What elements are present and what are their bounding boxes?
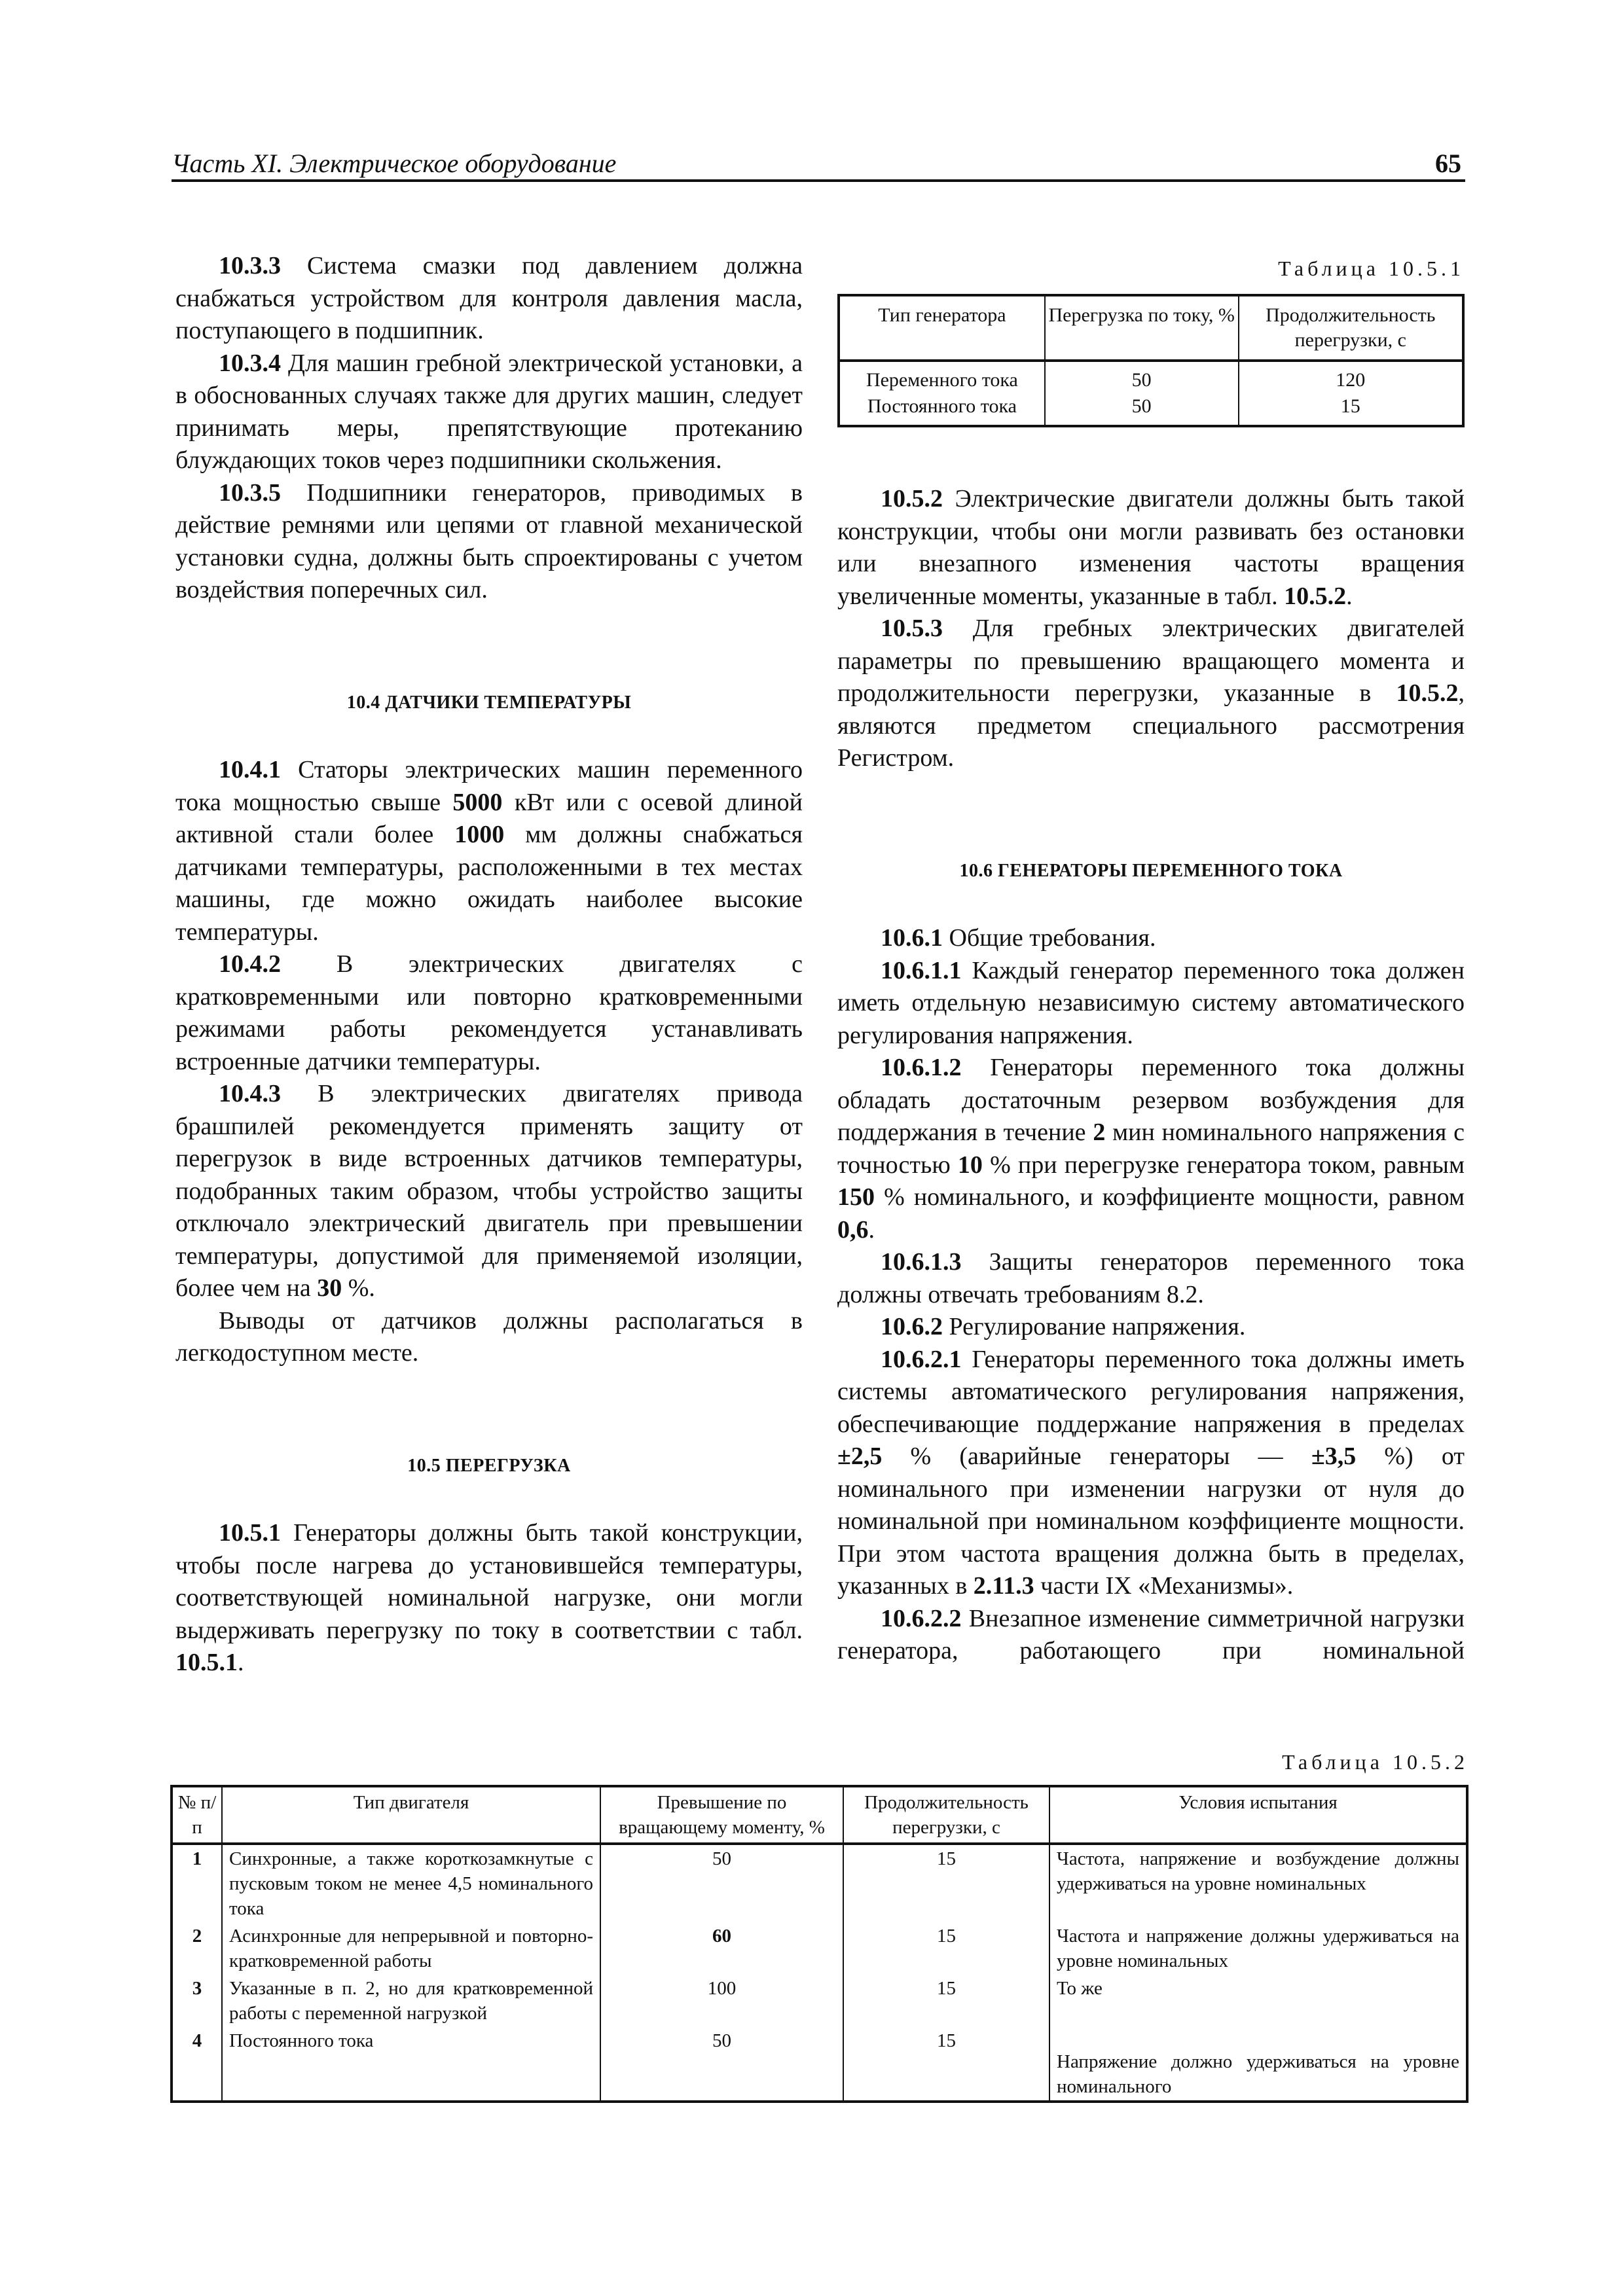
- section-number: 10.6: [959, 860, 993, 881]
- paragraph-text: Общие требования.: [943, 924, 1156, 952]
- table-row: [172, 1975, 1467, 2027]
- table-cell: Асинхронные для непрерывной и повторно-кратковременной работы: [222, 1922, 600, 1975]
- table-10-5-1-caption: Таблица 10.5.1: [1278, 257, 1465, 280]
- paragraph-text: Регулирование напряжения.: [943, 1313, 1246, 1340]
- table-cell: 3: [192, 1978, 202, 1999]
- section-title: ГЕНЕРАТОРЫ ПЕРЕМЕННОГО ТОКА: [993, 860, 1343, 881]
- paragraph-text: Каждый генератор переменного тока должен иметь отдельную независимую систему автоматического регулирования напряжения.: [837, 956, 1465, 1049]
- page-header-title: Часть XI. Электрическое оборудование: [172, 149, 617, 178]
- table-cell: Постоянного тока: [867, 395, 1017, 417]
- paragraph-10-4-2: [175, 948, 803, 1078]
- paragraph-text: Генераторы переменного тока должны иметь системы автоматического регулирования напряжения, обеспечивающие поддержание напряжения в пределах: [837, 1345, 1465, 1438]
- table-header-row: [172, 1786, 1467, 1844]
- clause-number: 10.4.1: [219, 756, 281, 783]
- table-cell: Переменного тока: [866, 369, 1018, 391]
- paragraph-10-3-3: [175, 250, 803, 348]
- clause-number: 10.5.3: [881, 615, 943, 642]
- table-cell: 50: [600, 2027, 843, 2102]
- table-cell: Указанные в п. 2, но для кратковременной работы с переменной нагрузкой: [222, 1975, 600, 2027]
- paragraph-text: В электрических двигателях привода брашпилей рекомендуется применять защиту от перегрузок в виде встроенных датчиков температуры, подобранных таким образом, чтобы устройство защиты отключало электрический двигатель при превышении температуры, допустимой для применяемой изоляции, более чем на: [175, 1080, 803, 1302]
- paragraph-text: , являются предметом специального рассмотрения Регистром.: [837, 679, 1465, 772]
- paragraph-10-6-2: [837, 1311, 1465, 1344]
- table-cell: Частота, напряжение и возбуждение должны удерживаться на уровне номинальных: [1049, 1844, 1467, 1922]
- page-number: 65: [1435, 149, 1461, 178]
- table-cell: 15: [843, 1844, 1049, 1922]
- section-number: 10.4: [346, 692, 380, 713]
- paragraph-10-5-1: [175, 1517, 803, 1679]
- table-cell: 60: [600, 1922, 843, 1975]
- paragraph-text: кВт или с осевой длиной активной стали более: [175, 788, 803, 848]
- table-cell: 15: [843, 2027, 1049, 2102]
- table-cell: 50: [600, 1844, 843, 1922]
- value-minutes: 2: [1093, 1119, 1106, 1146]
- table-cell: 50: [1045, 393, 1239, 426]
- table-cell: 120: [1239, 361, 1463, 393]
- paragraph-10-6-1-3: [837, 1246, 1465, 1311]
- paragraph-10-5-3: [837, 613, 1465, 775]
- clause-number: 10.4.2: [219, 950, 281, 978]
- paragraph-text: Генераторы должны быть такой конструкции, чтобы после нагрева до установившейся температуры, соответствующей номинальной нагрузке, они могли выдерживать перегрузку по току в соответствии с табл.: [175, 1519, 803, 1644]
- value-emergency-tolerance: ±3,5: [1311, 1443, 1357, 1470]
- clause-number: 10.6.1.1: [881, 956, 962, 984]
- section-title: ПЕРЕГРУЗКА: [441, 1455, 571, 1476]
- paragraph-10-4-1: [175, 754, 803, 948]
- clause-number: 10.6.1.2: [881, 1054, 962, 1081]
- section-heading-10-4: [175, 687, 803, 719]
- paragraph-text: .: [238, 1649, 244, 1676]
- table-cell: 4: [192, 2030, 202, 2051]
- clause-number: 10.5.1: [219, 1519, 281, 1547]
- clause-number: 10.6.2.2: [881, 1604, 962, 1632]
- paragraph-10-3-5: [175, 477, 803, 607]
- table-cell: Частота и напряжение должны удерживаться на уровне номинальных: [1049, 1922, 1467, 1975]
- header-cell: Продолжительность перегрузки, с: [843, 1786, 1049, 1844]
- table-cell: 15: [843, 1922, 1049, 1975]
- table-row: [839, 361, 1463, 393]
- paragraph-text: Генераторы переменного тока должны обладать достаточным резервом возбуждения для поддержания в течение: [837, 1054, 1465, 1146]
- clause-number: 10.6.2.1: [881, 1345, 962, 1373]
- clause-number: 10.6.2: [881, 1313, 943, 1340]
- header-cell: Тип двигателя: [222, 1786, 600, 1844]
- value-current: 150: [837, 1183, 875, 1211]
- header-cell: Тип генератора: [839, 295, 1045, 361]
- value-power-factor: 0,6: [837, 1215, 869, 1244]
- header-cell: Условия испытания: [1049, 1786, 1467, 1844]
- table-row: [172, 1844, 1467, 1922]
- table-cell: Постоянного тока: [222, 2027, 600, 2102]
- clause-reference: 2.11.3: [973, 1572, 1034, 1600]
- paragraph-text: мин номинального напряжения с точностью: [837, 1119, 1465, 1179]
- header-cell: Превышение по вращающему моменту, %: [600, 1786, 843, 1844]
- table-10-5-2: [170, 1785, 1468, 2103]
- paragraph-10-6-2-2: [837, 1603, 1465, 1668]
- paragraph-text: %) от номинального при изменении нагрузки от нуля до номинальной при номинальном коэффициенте мощности. При этом частота вращения должна быть в пределах, указанных в: [837, 1443, 1465, 1600]
- table-reference: 10.5.1: [175, 1649, 238, 1676]
- section-number: 10.5: [407, 1455, 441, 1476]
- value-percent: 30: [317, 1274, 342, 1302]
- table-cell: Синхронные, а также короткозамкнутые с пусковым током не менее 4,5 номинального тока: [222, 1844, 600, 1922]
- table-row: [172, 2027, 1467, 2102]
- page-header: [172, 148, 1465, 182]
- table-cell: 15: [843, 1975, 1049, 2027]
- paragraph-text: Подшипники генераторов, приводимых в действие ремнями или цепями от главной механической установки судна, должны быть спроектированы с учетом воздействия поперечных сил.: [175, 478, 803, 603]
- paragraph-10-6-1: [837, 922, 1465, 955]
- section-heading-10-6: [837, 855, 1465, 888]
- table-header-row: [839, 295, 1463, 361]
- clause-number: 10.3.5: [219, 478, 281, 507]
- section-heading-10-5: [175, 1450, 803, 1482]
- paragraph-10-4-3: [175, 1078, 803, 1305]
- paragraph-text: Внезапное изменение симметричной нагрузки генератора, работающего при номинальной: [837, 1604, 1465, 1664]
- table-row: [839, 393, 1463, 426]
- section-title: ДАТЧИКИ ТЕМПЕРАТУРЫ: [380, 692, 632, 713]
- paragraph-text: Защиты генераторов переменного тока должны отвечать требованиям 8.2.: [837, 1248, 1465, 1308]
- header-cell: № п/п: [172, 1786, 222, 1844]
- clause-number: 10.6.1.3: [881, 1248, 962, 1276]
- left-column: [175, 250, 803, 1679]
- table-row: [172, 1922, 1467, 1975]
- table-cell: 100: [600, 1975, 843, 2027]
- paragraph-text: % номинального, и коэффициенте мощности, равном: [875, 1183, 1465, 1211]
- clause-reference: 10.5.2: [1396, 679, 1459, 707]
- value-power: 5000: [452, 788, 503, 816]
- clause-number: 10.6.1: [881, 924, 943, 952]
- table-10-5-2-caption: Таблица 10.5.2: [1282, 1750, 1468, 1774]
- paragraph-10-6-1-1: [837, 955, 1465, 1052]
- paragraph-10-6-2-1: [837, 1344, 1465, 1603]
- paragraph-text: Статоры электрических машин переменного тока мощностью свыше: [175, 756, 803, 816]
- paragraph-text: Электрические двигатели должны быть такой конструкции, чтобы они могли развивать без остановки или внезапного изменения частоты вращения увеличенные моменты, указанные в табл.: [837, 485, 1465, 610]
- value-tolerance: ±2,5: [837, 1443, 883, 1470]
- table-cell: 2: [192, 1926, 202, 1946]
- paragraph-text: % (аварийные генераторы —: [882, 1443, 1311, 1470]
- paragraph-10-6-1-2: [837, 1052, 1465, 1246]
- table-cell: То же: [1049, 1975, 1467, 2027]
- clause-number: 10.5.2: [881, 485, 943, 512]
- table-cell: 1: [192, 1848, 202, 1869]
- table-cell: Напряжение должно удерживаться на уровне номинального: [1049, 2027, 1467, 2102]
- clause-number: 10.4.3: [219, 1080, 281, 1107]
- paragraph-text: Система смазки под давлением должна снабжаться устройством для контроля давления масла, поступающего в подшипник.: [175, 252, 803, 344]
- clause-number: 10.3.4: [219, 349, 281, 377]
- paragraph-10-5-2: [837, 483, 1465, 613]
- table-10-5-1: [837, 294, 1465, 427]
- right-column: [837, 483, 1465, 1668]
- paragraph-text: В электрических двигателях с кратковременными или повторно кратковременными режимами работы рекомендуется устанавливать встроенные датчики температуры.: [175, 950, 803, 1075]
- value-length: 1000: [454, 821, 505, 848]
- value-accuracy: 10: [957, 1151, 983, 1179]
- paragraph-text: .: [1346, 582, 1353, 610]
- paragraph-10-3-4: [175, 348, 803, 477]
- table-cell: 50: [1045, 361, 1239, 393]
- header-cell: Перегрузка по току, %: [1045, 295, 1239, 361]
- header-cell: Продолжительность перегрузки, с: [1239, 295, 1463, 361]
- paragraph-text: части IX «Механизмы».: [1034, 1572, 1294, 1600]
- paragraph-text: % при перегрузке генератора током, равным: [982, 1151, 1465, 1179]
- paragraph-text: Выводы от датчиков должны располагаться в легкодоступном месте.: [175, 1306, 803, 1367]
- paragraph-sensor-outputs: [175, 1305, 803, 1370]
- paragraph-text: Для гребных электрических двигателей параметры по превышению вращающего момента и продолжительности перегрузки, указанные в: [837, 615, 1465, 707]
- table-reference: 10.5.2: [1284, 582, 1347, 610]
- table-cell: 15: [1239, 393, 1463, 426]
- paragraph-text: Для машин гребной электрической установки, а в обоснованных случаях также для других машин, следует принимать меры, препятствующие протеканию блуждающих токов через подшипники скольжения.: [175, 349, 803, 474]
- paragraph-text: .: [868, 1215, 875, 1244]
- paragraph-text: мм должны снабжаться датчиками температуры, расположенными в тех местах машины, где можно ожидать наиболее высокие температуры.: [175, 821, 803, 946]
- paragraph-text: %.: [342, 1274, 375, 1302]
- clause-number: 10.3.3: [219, 252, 281, 279]
